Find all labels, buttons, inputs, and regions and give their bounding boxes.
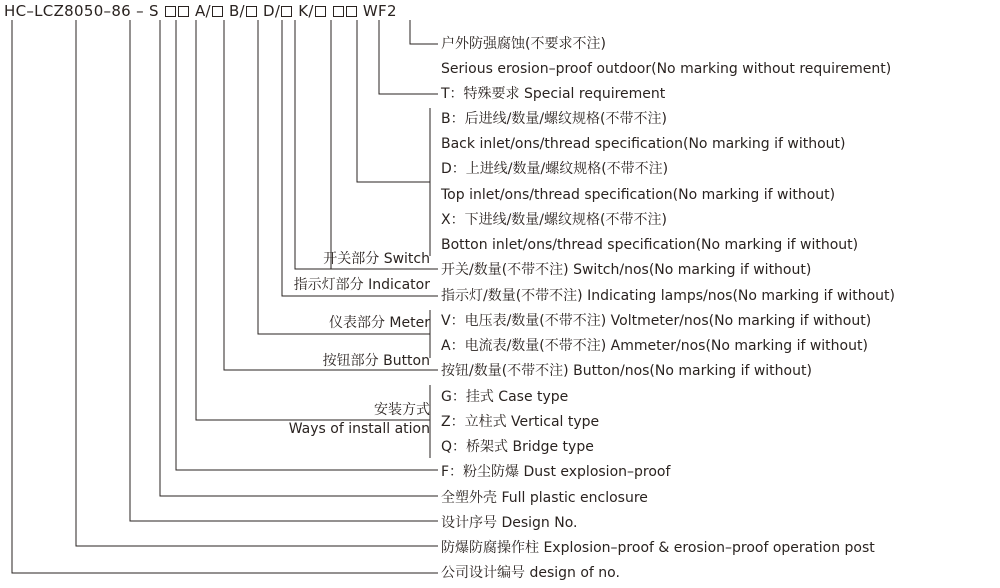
placeholder-box — [315, 6, 326, 17]
label-ammeter: A：电流表/数量(不带不注) Ammeter/nos(No marking if without) — [441, 338, 868, 354]
group-button: 按钮部分 Button — [322, 353, 430, 369]
placeholder-box — [333, 6, 344, 17]
label-bridge-type: Q：桥架式 Bridge type — [441, 439, 594, 455]
label-bottom-inlet-en: Botton inlet/ons/thread specification(No marking if without) — [441, 237, 859, 253]
code-sep-a: A/ — [194, 2, 211, 20]
label-button: 按钮/数量(不带不注) Button/nos(No marking if without) — [441, 363, 812, 379]
label-outdoor-cn: 户外防强腐蚀(不要求不注) — [441, 36, 606, 52]
group-install-en: Ways of install ation — [288, 421, 430, 437]
label-voltmeter: V：电压表/数量(不带不注) Voltmeter/nos(No marking if without) — [441, 313, 872, 329]
code-sep-b: B/ — [228, 2, 245, 20]
code-sep-k: K/ — [298, 2, 314, 20]
label-outdoor-en: Serious erosion–proof outdoor(No marking without requirement) — [441, 61, 892, 77]
label-operation-post: 防爆防腐操作柱 Explosion–proof & erosion–proof operation post — [441, 540, 875, 556]
label-bottom-inlet-cn: X：下进线/数量/螺纹规格(不带不注) — [441, 212, 667, 228]
group-install-cn: 安装方式 — [374, 402, 430, 418]
model-code — [4, 2, 397, 20]
label-design-no: 设计序号 Design No. — [441, 515, 578, 531]
group-meter: 仪表部分 Meter — [328, 315, 430, 331]
placeholder-box — [165, 6, 176, 17]
placeholder-box — [281, 6, 292, 17]
label-vertical-type: Z：立柱式 Vertical type — [441, 414, 600, 430]
placeholder-box — [346, 6, 357, 17]
label-indicating-lamps: 指示灯/数量(不带不注) Indicating lamps/nos(No marking if without) — [441, 288, 895, 304]
code-suffix: WF2 — [362, 2, 397, 20]
placeholder-box — [178, 6, 189, 17]
label-special: T：特殊要求 Special requirement — [441, 86, 666, 102]
code-prefix: HC–LCZ8050–86 – S — [4, 2, 159, 20]
label-switch: 开关/数量(不带不注) Switch/nos(No marking if without) — [441, 262, 812, 278]
placeholder-box — [212, 6, 223, 17]
label-company-design-no: 公司设计编号 design of no. — [441, 565, 620, 581]
group-switch: 开关部分 Switch — [323, 251, 430, 267]
label-case-type: G：挂式 Case type — [441, 389, 569, 405]
label-full-plastic: 全塑外壳 Full plastic enclosure — [441, 490, 648, 506]
placeholder-box — [246, 6, 257, 17]
label-top-inlet-en: Top inlet/ons/thread specification(No marking if without) — [441, 187, 836, 203]
group-indicator: 指示灯部分 Indicator — [293, 277, 430, 293]
label-back-inlet-cn: B：后进线/数量/螺纹规格(不带不注) — [441, 111, 667, 127]
label-dust-proof: F：粉尘防爆 Dust explosion–proof — [441, 464, 671, 480]
code-sep-d: D/ — [262, 2, 281, 20]
label-back-inlet-en: Back inlet/ons/thread specification(No marking if without) — [441, 136, 846, 152]
label-top-inlet-cn: D：上进线/数量/螺纹规格(不带不注) — [441, 161, 669, 177]
